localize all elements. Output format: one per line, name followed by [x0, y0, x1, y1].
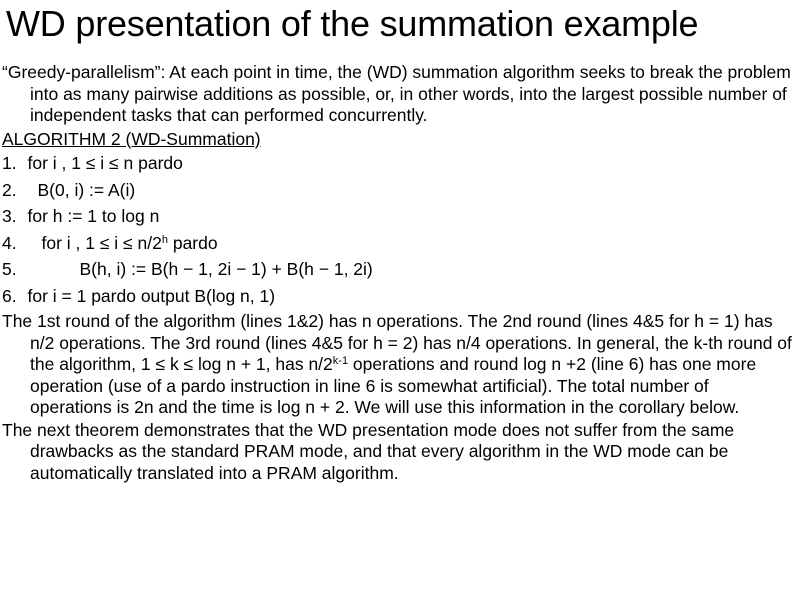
line-number: 5. [2, 259, 17, 279]
algorithm-line-2 [2, 177, 792, 204]
line-number: 3. [2, 206, 17, 226]
algorithm-line-4 [2, 230, 792, 257]
line-number: 6. [2, 285, 17, 306]
rounds-text-part1: The 1st round of the algorithm (lines 1&2) has n operations. The 2nd round (lines 4&5 for h = 1) has n/2 operations. The 3rd round (lines 4&5 for h = 2) has n/4 operations. In general, the k-th round of the algorithm, 1 ≤ k ≤ log n + 1, has n/2 [2, 311, 792, 374]
line-code [27, 233, 217, 253]
algorithm-line-5 [2, 256, 792, 283]
algorithm-title: ALGORITHM 2 (WD-Summation) [2, 128, 261, 149]
exponent: h [161, 233, 168, 246]
theorem-paragraph: The next theorem demonstrates that the WD presentation mode does not suffer from the same drawbacks as the standard PRAM mode, and that every algorithm in the WD mode can be automatically translated into a PRAM algorithm. [2, 419, 735, 483]
rounds-paragraph [2, 311, 792, 419]
intro-paragraph: “Greedy-parallelism”: At each point in time, the (WD) summation algorithm seeks to break the problem into as many pairwise additions as possible, or, in other words, into the largest possible number of independent tasks that can performed concurrently. [2, 62, 791, 125]
line-number: 1. [2, 153, 17, 173]
line-code: B(0, i) := A(i) [37, 179, 136, 200]
rounds-text-part2: operations and round log n +2 (line 6) has one more operation (use of a pardo instruction in line 6 is somewhat artificial). The total number of operations is 2n and the time is log n + 2. We will use this information in the corollary below. [30, 354, 757, 417]
exponent: k-1 [332, 355, 349, 367]
slide-title: WD presentation of the summation example [6, 3, 699, 44]
line-code-after: pardo [167, 232, 218, 253]
algorithm-line-6 [2, 283, 792, 310]
line-number: 2. [2, 179, 17, 200]
line-number: 4. [2, 232, 17, 253]
line-code: for h := 1 to log n [27, 206, 160, 226]
line-code-before: for i , 1 ≤ i ≤ n/2 [41, 232, 162, 253]
line-code: B(h, i) := B(h − 1, 2i − 1) + B(h − 1, 2i) [79, 259, 373, 279]
slide-content [2, 62, 792, 484]
algorithm-line-3 [2, 203, 792, 230]
algorithm-line-1 [2, 150, 792, 177]
line-code: for i = 1 pardo output B(log n, 1) [27, 285, 276, 306]
line-code: for i , 1 ≤ i ≤ n pardo [27, 153, 183, 173]
